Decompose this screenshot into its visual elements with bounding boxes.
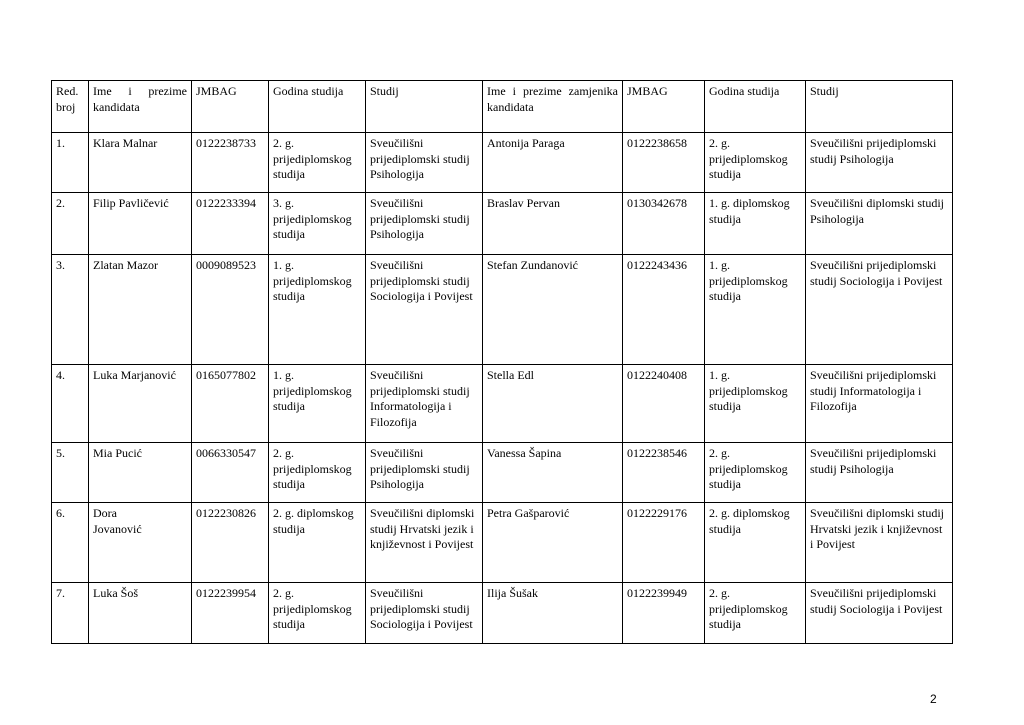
substitute-jmbag: 0122238546	[623, 443, 705, 503]
header-cell-substitute-jmbag: JMBAG	[623, 81, 705, 133]
table-header-row	[52, 81, 953, 133]
candidate-jmbag: 0122230826	[192, 503, 269, 583]
substitute-jmbag: 0122243436	[623, 255, 705, 365]
header-cell-study: Studij	[366, 81, 483, 133]
substitute-year: 1. g. diplomskog studija	[705, 193, 806, 255]
candidate-name: Dora Jovanović	[89, 503, 192, 583]
candidate-study: Sveučilišni diplomski studij Hrvatski jezik i književnost i Povijest	[366, 503, 483, 583]
header-cell-candidate-name: Ime i prezime kandidata	[89, 81, 192, 133]
candidate-study: Sveučilišni prijediplomski studij Informatologija i Filozofija	[366, 365, 483, 443]
candidate-jmbag: 0066330547	[192, 443, 269, 503]
header-cell-substitute-name: Ime i prezime zamjenika kandidata	[483, 81, 623, 133]
candidate-year: 2. g. prijediplomskog studija	[269, 133, 366, 193]
row-number: 1.	[52, 133, 89, 193]
substitute-year: 1. g. prijediplomskog studija	[705, 255, 806, 365]
page-number: 2	[930, 692, 937, 706]
candidate-name: Zlatan Mazor	[89, 255, 192, 365]
row-number: 2.	[52, 193, 89, 255]
candidate-year: 2. g. prijediplomskog studija	[269, 583, 366, 644]
candidate-study: Sveučilišni prijediplomski studij Psihologija	[366, 133, 483, 193]
substitute-year: 1. g. prijediplomskog studija	[705, 365, 806, 443]
substitute-name: Ilija Šušak	[483, 583, 623, 644]
row-number: 5.	[52, 443, 89, 503]
header-cell-red-broj: Red. broj	[52, 81, 89, 133]
header-cell-substitute-study: Studij	[806, 81, 953, 133]
candidate-study: Sveučilišni prijediplomski studij Sociologija i Povijest	[366, 255, 483, 365]
substitute-study: Sveučilišni diplomski studij Hrvatski jezik i književnost i Povijest	[806, 503, 953, 583]
substitute-name: Stefan Zundanović	[483, 255, 623, 365]
substitute-name: Stella Edl	[483, 365, 623, 443]
candidate-year: 1. g. prijediplomskog studija	[269, 255, 366, 365]
row-number: 7.	[52, 583, 89, 644]
candidate-name: Filip Pavličević	[89, 193, 192, 255]
substitute-study: Sveučilišni prijediplomski studij Sociologija i Povijest	[806, 583, 953, 644]
candidate-study: Sveučilišni prijediplomski studij Sociologija i Povijest	[366, 583, 483, 644]
candidate-study: Sveučilišni prijediplomski studij Psihologija	[366, 193, 483, 255]
substitute-year: 2. g. prijediplomskog studija	[705, 583, 806, 644]
substitute-study: Sveučilišni prijediplomski studij Informatologija i Filozofija	[806, 365, 953, 443]
header-cell-year-of-study: Godina studija	[269, 81, 366, 133]
candidate-name: Luka Šoš	[89, 583, 192, 644]
row-number: 6.	[52, 503, 89, 583]
table-row	[52, 365, 953, 443]
substitute-jmbag: 0122239949	[623, 583, 705, 644]
candidate-year: 2. g. prijediplomskog studija	[269, 443, 366, 503]
header-cell-substitute-year: Godina studija	[705, 81, 806, 133]
row-number: 3.	[52, 255, 89, 365]
table-row	[52, 583, 953, 644]
header-cell-jmbag: JMBAG	[192, 81, 269, 133]
substitute-study: Sveučilišni prijediplomski studij Psihologija	[806, 133, 953, 193]
candidate-study: Sveučilišni prijediplomski studij Psihologija	[366, 443, 483, 503]
table-row	[52, 255, 953, 365]
substitute-year: 2. g. prijediplomskog studija	[705, 443, 806, 503]
table-row	[52, 443, 953, 503]
substitute-jmbag: 0122229176	[623, 503, 705, 583]
substitute-name: Vanessa Šapina	[483, 443, 623, 503]
candidate-jmbag: 0122238733	[192, 133, 269, 193]
substitute-name: Braslav Pervan	[483, 193, 623, 255]
row-number: 4.	[52, 365, 89, 443]
candidate-jmbag: 0165077802	[192, 365, 269, 443]
candidate-name: Klara Malnar	[89, 133, 192, 193]
substitute-name: Petra Gašparović	[483, 503, 623, 583]
substitute-jmbag: 0130342678	[623, 193, 705, 255]
candidate-jmbag: 0009089523	[192, 255, 269, 365]
candidate-jmbag: 0122239954	[192, 583, 269, 644]
table-row	[52, 133, 953, 193]
substitute-study: Sveučilišni prijediplomski studij Sociologija i Povijest	[806, 255, 953, 365]
candidate-year: 3. g. prijediplomskog studija	[269, 193, 366, 255]
substitute-jmbag: 0122240408	[623, 365, 705, 443]
table-row	[52, 193, 953, 255]
candidates-table	[51, 80, 953, 644]
substitute-study: Sveučilišni prijediplomski studij Psihologija	[806, 443, 953, 503]
table-row	[52, 503, 953, 583]
candidate-name: Mia Pucić	[89, 443, 192, 503]
candidate-name: Luka Marjanović	[89, 365, 192, 443]
candidate-jmbag: 0122233394	[192, 193, 269, 255]
candidate-year: 2. g. diplomskog studija	[269, 503, 366, 583]
substitute-name: Antonija Paraga	[483, 133, 623, 193]
candidate-year: 1. g. prijediplomskog studija	[269, 365, 366, 443]
substitute-year: 2. g. prijediplomskog studija	[705, 133, 806, 193]
substitute-jmbag: 0122238658	[623, 133, 705, 193]
substitute-study: Sveučilišni diplomski studij Psihologija	[806, 193, 953, 255]
substitute-year: 2. g. diplomskog studija	[705, 503, 806, 583]
